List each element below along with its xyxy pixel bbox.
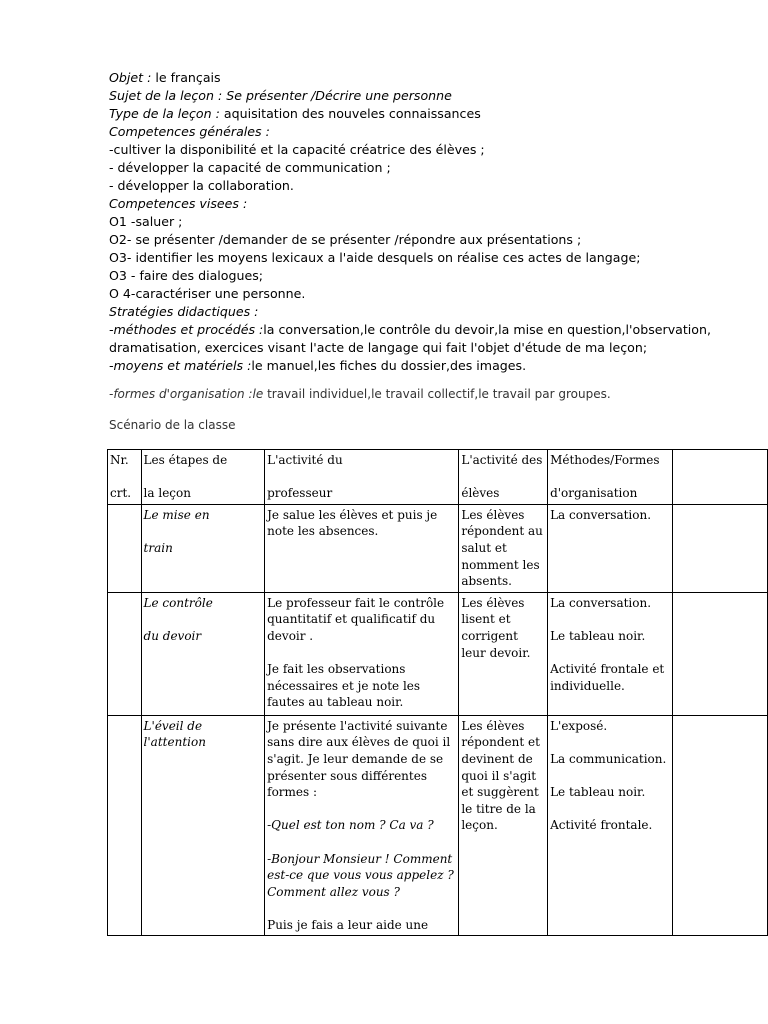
methodes-label: -méthodes et procédés :	[109, 322, 264, 337]
cell-extra	[673, 715, 768, 936]
objet-value: le français	[151, 70, 221, 85]
cell-extra	[673, 504, 768, 592]
cell-eleves: Les élèves répondent au salut et nomment les absents.	[459, 504, 548, 592]
formes-value: travail individuel,le travail collectif,le travail par groupes.	[263, 387, 611, 401]
header-cell-eleves: L'activité des élèves	[459, 450, 548, 505]
header-cell-methodes: Méthodes/Formes d'organisation	[548, 450, 673, 505]
cell-etape: Le mise en train	[141, 504, 265, 592]
cell-professeur: Je salue les élèves et puis je note les absences.	[265, 504, 459, 592]
table-row	[108, 715, 768, 936]
header-cell-nr: Nr. crt.	[108, 450, 142, 505]
formes-line	[109, 387, 611, 401]
comp-gen-item: - développer la capacité de communication ;	[109, 160, 391, 175]
comp-visees-title: Competences visees :	[109, 196, 248, 211]
comp-visee-item: O2- se présenter /demander de se présenter /répondre aux présentations ;	[109, 232, 582, 247]
cell-professeur: Je présente l'activité suivante sans dire aux élèves de quoi il s'agit. Je leur demande de se présenter sous différentes formes : -Quel est ton nom ? Ca va ? -Bonjour Monsieur ! Comment est-ce que vous vous appelez ? Comment allez vous ? Puis je fais a leur aide une	[265, 715, 459, 936]
formes-label: -formes d'organisation :le	[109, 387, 264, 401]
moyens-value: le manuel,les fiches du dossier,des images.	[251, 358, 527, 373]
comp-visee-item: O3 - faire des dialogues;	[109, 268, 264, 283]
header-cell-professeur: L'activité du professeur	[265, 450, 459, 505]
sujet-line: Sujet de la leçon : Se présenter /Décrire une personne	[109, 88, 452, 103]
cell-nr	[108, 504, 142, 592]
comp-visee-item: O 4-caractériser une personne.	[109, 286, 306, 301]
cell-extra	[673, 592, 768, 715]
type-label: Type de la leçon :	[109, 106, 220, 121]
comp-gen-title: Competences générales :	[109, 124, 270, 139]
moyens-label: -moyens et matériels :	[109, 358, 252, 373]
objet-label: Objet :	[109, 70, 152, 85]
cell-methodes: La conversation. Le tableau noir. Activité frontale et individuelle.	[548, 592, 673, 715]
lesson-header	[109, 69, 749, 375]
type-value: aquisitation des nouveles connaissances	[219, 106, 481, 121]
cell-methodes: L'exposé. La communication. Le tableau noir. Activité frontale.	[548, 715, 673, 936]
cell-eleves: Les élèves répondent et devinent de quoi il s'agit et suggèrent le titre de la leçon.	[459, 715, 548, 936]
table-header-row	[108, 450, 768, 505]
cell-etape: Le contrôle du devoir	[141, 592, 265, 715]
scenario-table	[107, 449, 768, 936]
cell-etape: L'éveil de l'attention	[141, 715, 265, 936]
strategies-title: Stratégies didactiques :	[109, 304, 259, 319]
cell-nr	[108, 592, 142, 715]
cell-nr	[108, 715, 142, 936]
table-row	[108, 504, 768, 592]
methodes-value: la conversation,le contrôle du devoir,la mise en question,l'observation,	[263, 322, 711, 337]
comp-gen-item: - développer la collaboration.	[109, 178, 294, 193]
scenario-title: Scénario de la classe	[109, 418, 236, 432]
comp-visee-item: O3- identifier les moyens lexicaux a l'aide desquels on réalise ces actes de langage;	[109, 250, 641, 265]
cell-eleves: Les élèves lisent et corrigent leur devoir.	[459, 592, 548, 715]
table-row	[108, 592, 768, 715]
comp-gen-item: -cultiver la disponibilité et la capacité créatrice des élèves ;	[109, 142, 485, 157]
cell-methodes: La conversation.	[548, 504, 673, 592]
cell-professeur: Le professeur fait le contrôle quantitatif et qualificatif du devoir . Je fait les observations nécessaires et je note les fautes au tableau noir.	[265, 592, 459, 715]
methodes-continuation: dramatisation, exercices visant l'acte de langage qui fait l'objet d'étude de ma leçon;	[109, 340, 648, 355]
header-cell-empty	[673, 450, 768, 505]
header-cell-etapes: Les étapes de la leçon	[141, 450, 265, 505]
comp-visee-item: O1 -saluer ;	[109, 214, 183, 229]
